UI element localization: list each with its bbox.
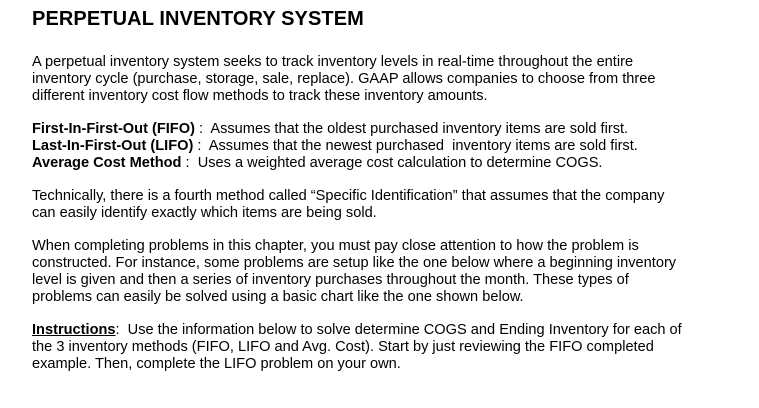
completing-problems-paragraph	[32, 238, 752, 306]
completing-line: problems can easily be solved using a basic chart like the one shown below.	[32, 289, 524, 305]
method-separator: :	[194, 121, 211, 137]
intro-paragraph	[32, 54, 752, 105]
method-separator: :	[193, 138, 209, 154]
page-title: PERPETUAL INVENTORY SYSTEM	[32, 8, 364, 30]
method-separator: :	[181, 155, 198, 171]
methods-list	[32, 121, 752, 172]
method-term: Last-In-First-Out (LIFO)	[32, 138, 194, 154]
method-term: First-In-First-Out (FIFO)	[32, 121, 195, 137]
instructions-label: Instructions	[32, 322, 116, 338]
intro-line: A perpetual inventory system seeks to track inventory levels in real-time throughout the entire	[32, 54, 634, 70]
method-description: Assumes that the newest purchased inventory items are sold first.	[208, 138, 638, 154]
method-average-cost	[32, 155, 752, 172]
instructions-text: : Use the information below to solve determine COGS and Ending Inventory for each of	[115, 322, 682, 338]
instructions-line: the 3 inventory methods (FIFO, LIFO and Avg. Cost). Start by just reviewing the FIFO completed	[32, 339, 654, 355]
intro-line: inventory cycle (purchase, storage, sale, replace). GAAP allows companies to choose from three	[32, 71, 656, 87]
completing-line: When completing problems in this chapter, you must pay close attention to how the problem is	[32, 238, 639, 254]
document-page	[32, 6, 752, 389]
fourth-method-line: Technically, there is a fourth method called “Specific Identification” that assumes that the company	[32, 188, 665, 204]
method-description: Uses a weighted average cost calculation to determine COGS.	[197, 155, 603, 171]
fourth-method-paragraph	[32, 188, 752, 222]
method-fifo	[32, 121, 752, 138]
instructions-line: example. Then, complete the LIFO problem on your own.	[32, 356, 401, 372]
method-lifo	[32, 138, 752, 155]
method-term: Average Cost Method	[32, 155, 182, 171]
intro-line: different inventory cost flow methods to track these inventory amounts.	[32, 88, 488, 104]
completing-line: level is given and then a series of inventory purchases throughout the month. These types of	[32, 272, 629, 288]
instructions-line	[32, 322, 752, 339]
fourth-method-line: can easily identify exactly which items are being sold.	[32, 205, 377, 221]
completing-line: constructed. For instance, some problems are setup like the one below where a beginning inventory	[32, 255, 677, 271]
instructions-paragraph	[32, 322, 752, 373]
method-description: Assumes that the oldest purchased inventory items are sold first.	[210, 121, 629, 137]
